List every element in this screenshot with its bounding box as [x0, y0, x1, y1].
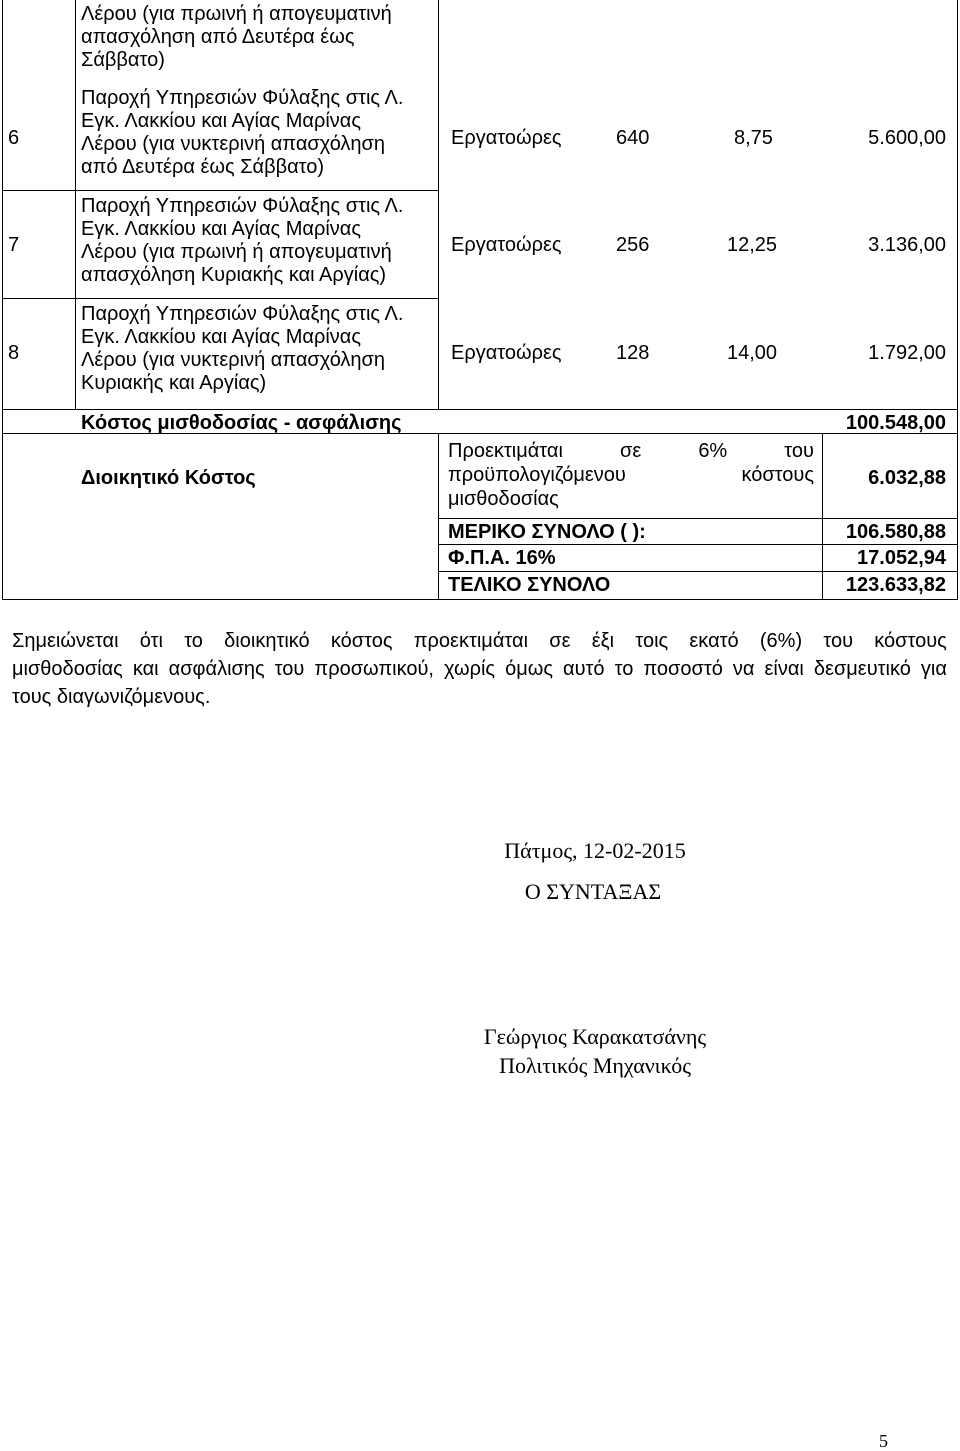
- paragraph-word: προεκτιμάται: [413, 630, 529, 652]
- row-line-admin-subtotal: [438, 518, 958, 519]
- row-8-description: [81, 303, 411, 395]
- row-7-quantity: 256: [616, 234, 650, 256]
- desc-line: Λέρου (για πρωινή ή απογευματινή: [81, 241, 392, 263]
- row-6-unit-price: 8,75: [734, 127, 773, 149]
- desc-line: Εγκ. Λακκίου και Αγίας Μαρίνας: [81, 110, 361, 132]
- paragraph-word: χωρίς: [444, 658, 496, 680]
- note-line-2: [448, 463, 814, 487]
- paragraph-word: αυτό: [563, 658, 605, 680]
- desc-line: απασχόληση από Δευτέρα έως: [81, 26, 355, 48]
- paragraph-word: να: [732, 658, 755, 680]
- paragraph-word: Σημειώνεται: [12, 630, 119, 652]
- note-paragraph-line: τους διαγωνιζόμενους.: [12, 686, 211, 708]
- note-paragraph-line: [12, 627, 947, 655]
- grand-total-label: ΤΕΛΙΚΟ ΣΥΝΟΛΟ: [448, 574, 611, 596]
- desc-line: Εγκ. Λακκίου και Αγίας Μαρίνας: [81, 326, 361, 348]
- row-6-unit: Εργατοώρες: [451, 127, 562, 149]
- paragraph-word: διοικητικό: [224, 630, 310, 652]
- desc-line: Λέρου (για νυκτερινή απασχόληση: [81, 349, 386, 371]
- row-8-number: 8: [8, 342, 20, 364]
- desc-line: Λέρου (για νυκτερινή απασχόληση: [81, 133, 386, 155]
- paragraph-word: όμως: [505, 658, 553, 680]
- page-number: 5: [879, 1431, 888, 1451]
- row-6-number: 6: [8, 127, 20, 149]
- paragraph-word: (6%): [759, 630, 803, 652]
- admin-cost-label: Διοικητικό Κόστος: [81, 467, 256, 489]
- paragraph-word: ασφάλισης: [168, 658, 265, 680]
- note-word: Προεκτιμάται: [448, 440, 563, 462]
- paragraph-word: εκατό: [689, 630, 739, 652]
- row-line-6-7: [2, 190, 438, 191]
- desc-line: Λέρου (για πρωινή ή απογευματινή: [81, 3, 392, 25]
- note-word: κόστους: [741, 464, 814, 486]
- row-8-unit-price: 14,00: [727, 342, 778, 364]
- row-7-description: [81, 195, 411, 287]
- paragraph-word: και: [132, 658, 159, 680]
- paragraph-word: τοις: [635, 630, 669, 652]
- subtotal-value: 106.580,88: [845, 521, 946, 543]
- table-border-right: [957, 0, 958, 600]
- table-divider-no: [75, 0, 76, 410]
- paragraph-word: προσωπικού,: [314, 658, 434, 680]
- paragraph-word: είναι: [764, 658, 804, 680]
- desc-line: Σάββατο): [81, 49, 165, 71]
- payroll-label: Κόστος μισθοδοσίας - ασφάλισης: [81, 412, 402, 434]
- desc-line: Εγκ. Λακκίου και Αγίας Μαρίνας: [81, 218, 361, 240]
- desc-line: Παροχή Υπηρεσιών Φύλαξης στις Λ.: [81, 87, 404, 109]
- note-paragraph-line: [12, 655, 947, 683]
- paragraph-word: το: [184, 630, 203, 652]
- row-line-vat-total: [438, 571, 958, 572]
- paragraph-word: το: [614, 658, 634, 680]
- row-6-total: 5.600,00: [868, 127, 946, 149]
- note-word: σε: [619, 440, 642, 462]
- grand-total-value: 123.633,82: [845, 574, 946, 596]
- paragraph-word: κόστους: [874, 630, 947, 652]
- subtotal-label: ΜΕΡΙΚΟ ΣΥΝΟΛΟ ( ):: [448, 521, 646, 543]
- row-line-subtotal-vat: [438, 544, 958, 545]
- row-line-7-8: [2, 298, 438, 299]
- admin-cost-total: 6.032,88: [868, 467, 946, 489]
- row-8-unit: Εργατοώρες: [451, 342, 562, 364]
- table-border-bottom: [2, 599, 958, 600]
- vat-label: Φ.Π.Α. 16%: [448, 547, 556, 569]
- row-8-quantity: 128: [616, 342, 650, 364]
- desc-line: Κυριακής και Αργίας): [81, 372, 267, 394]
- table-divider-desc: [438, 0, 439, 410]
- paragraph-word: ότι: [139, 630, 163, 652]
- desc-line: Παροχή Υπηρεσιών Φύλαξης στις Λ.: [81, 303, 404, 325]
- desc-line: απασχόληση Κυριακής και Αργίας): [81, 264, 387, 286]
- paragraph-word: του: [274, 658, 305, 680]
- table-border-left: [2, 0, 3, 600]
- row-8-total: 1.792,00: [868, 342, 946, 364]
- note-word: του: [784, 440, 814, 462]
- row-7-unit: Εργατοώρες: [451, 234, 562, 256]
- paragraph-word: έξι: [591, 630, 615, 652]
- author-role: Ο ΣΥΝΤΑΞΑΣ: [524, 879, 662, 904]
- note-line-1: [448, 439, 814, 463]
- paragraph-word: σε: [549, 630, 571, 652]
- desc-line: από Δευτέρα έως Σάββατο): [81, 156, 325, 178]
- paragraph-word: κόστος: [330, 630, 393, 652]
- row-6-quantity: 640: [616, 127, 650, 149]
- vat-value: 17.052,94: [857, 547, 946, 569]
- desc-line: Παροχή Υπηρεσιών Φύλαξης στις Λ.: [81, 195, 404, 217]
- author-name: Γεώργιος Καρακατσάνης: [483, 1024, 707, 1049]
- paragraph-word: για: [920, 658, 947, 680]
- table-divider-total: [822, 433, 823, 600]
- table-divider-desc-lower: [438, 433, 439, 600]
- author-title: Πολιτικός Μηχανικός: [499, 1053, 691, 1078]
- row-6-description: [81, 87, 411, 179]
- place-date: Πάτμος, 12-02-2015: [504, 838, 686, 863]
- note-line-3: μισθοδοσίας: [448, 488, 559, 510]
- paragraph-word: μισθοδοσίας: [12, 658, 123, 680]
- admin-cost-note: [448, 439, 814, 511]
- payroll-total: 100.548,00: [845, 412, 946, 434]
- row-6-description-continued: [81, 3, 411, 72]
- paragraph-word: ποσοστό: [643, 658, 723, 680]
- note-paragraph: [12, 627, 947, 711]
- paragraph-word: του: [823, 630, 854, 652]
- row-line-8-payroll: [2, 409, 958, 410]
- note-word: 6%: [698, 440, 728, 462]
- row-7-total: 3.136,00: [868, 234, 946, 256]
- paragraph-word: δεσμευτικό: [813, 658, 911, 680]
- row-7-unit-price: 12,25: [727, 234, 778, 256]
- note-word: προϋπολογιζόμενου: [448, 464, 626, 486]
- row-7-number: 7: [8, 234, 20, 256]
